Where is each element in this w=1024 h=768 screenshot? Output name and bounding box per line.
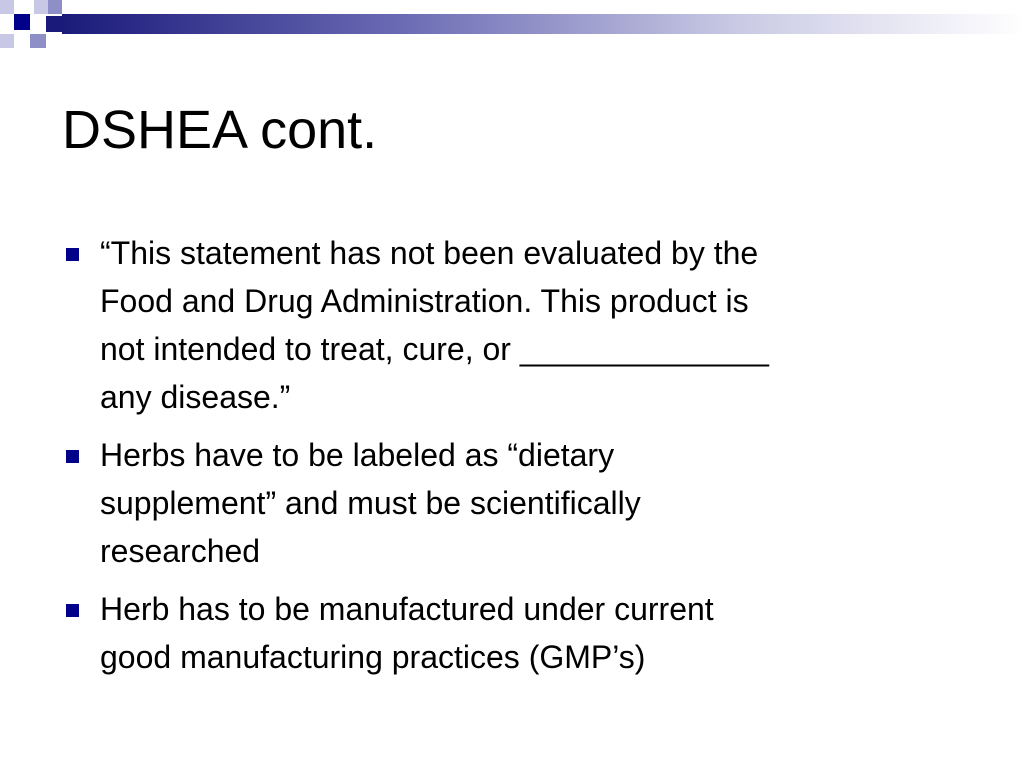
header-decoration <box>0 0 1024 48</box>
square-bullet-icon <box>66 450 79 463</box>
bullet-item-labeling <box>0 431 1024 575</box>
bullet-text-gmp: Herb has to be manufactured under current good manufacturing practices (GMP’s) <box>100 591 714 675</box>
header-square-light-2 <box>34 0 48 14</box>
slide-title: DSHEA cont. <box>62 100 378 160</box>
bullet-text-disclaimer: “This statement has not been evaluated by the Food and Drug Administration. This product is not intended to treat, cure, or ______________ any disease.” <box>100 235 769 415</box>
header-square-light-1 <box>0 0 14 14</box>
header-square-light-3 <box>0 34 14 48</box>
bullet-item-disclaimer <box>0 229 1024 421</box>
bullet-item-gmp <box>0 585 1024 681</box>
bullet-text-labeling: Herbs have to be labeled as “dietary supplement” and must be scientifically researched <box>100 437 641 569</box>
square-bullet-icon <box>66 248 79 261</box>
header-square-navy-1 <box>14 14 30 30</box>
square-bullet-icon <box>66 604 79 617</box>
bullet-list <box>0 229 1024 691</box>
header-square-navy-2 <box>46 16 62 32</box>
header-gradient-band <box>62 14 1024 34</box>
header-square-periwinkle-1 <box>48 0 62 14</box>
header-square-periwinkle-2 <box>30 34 46 48</box>
